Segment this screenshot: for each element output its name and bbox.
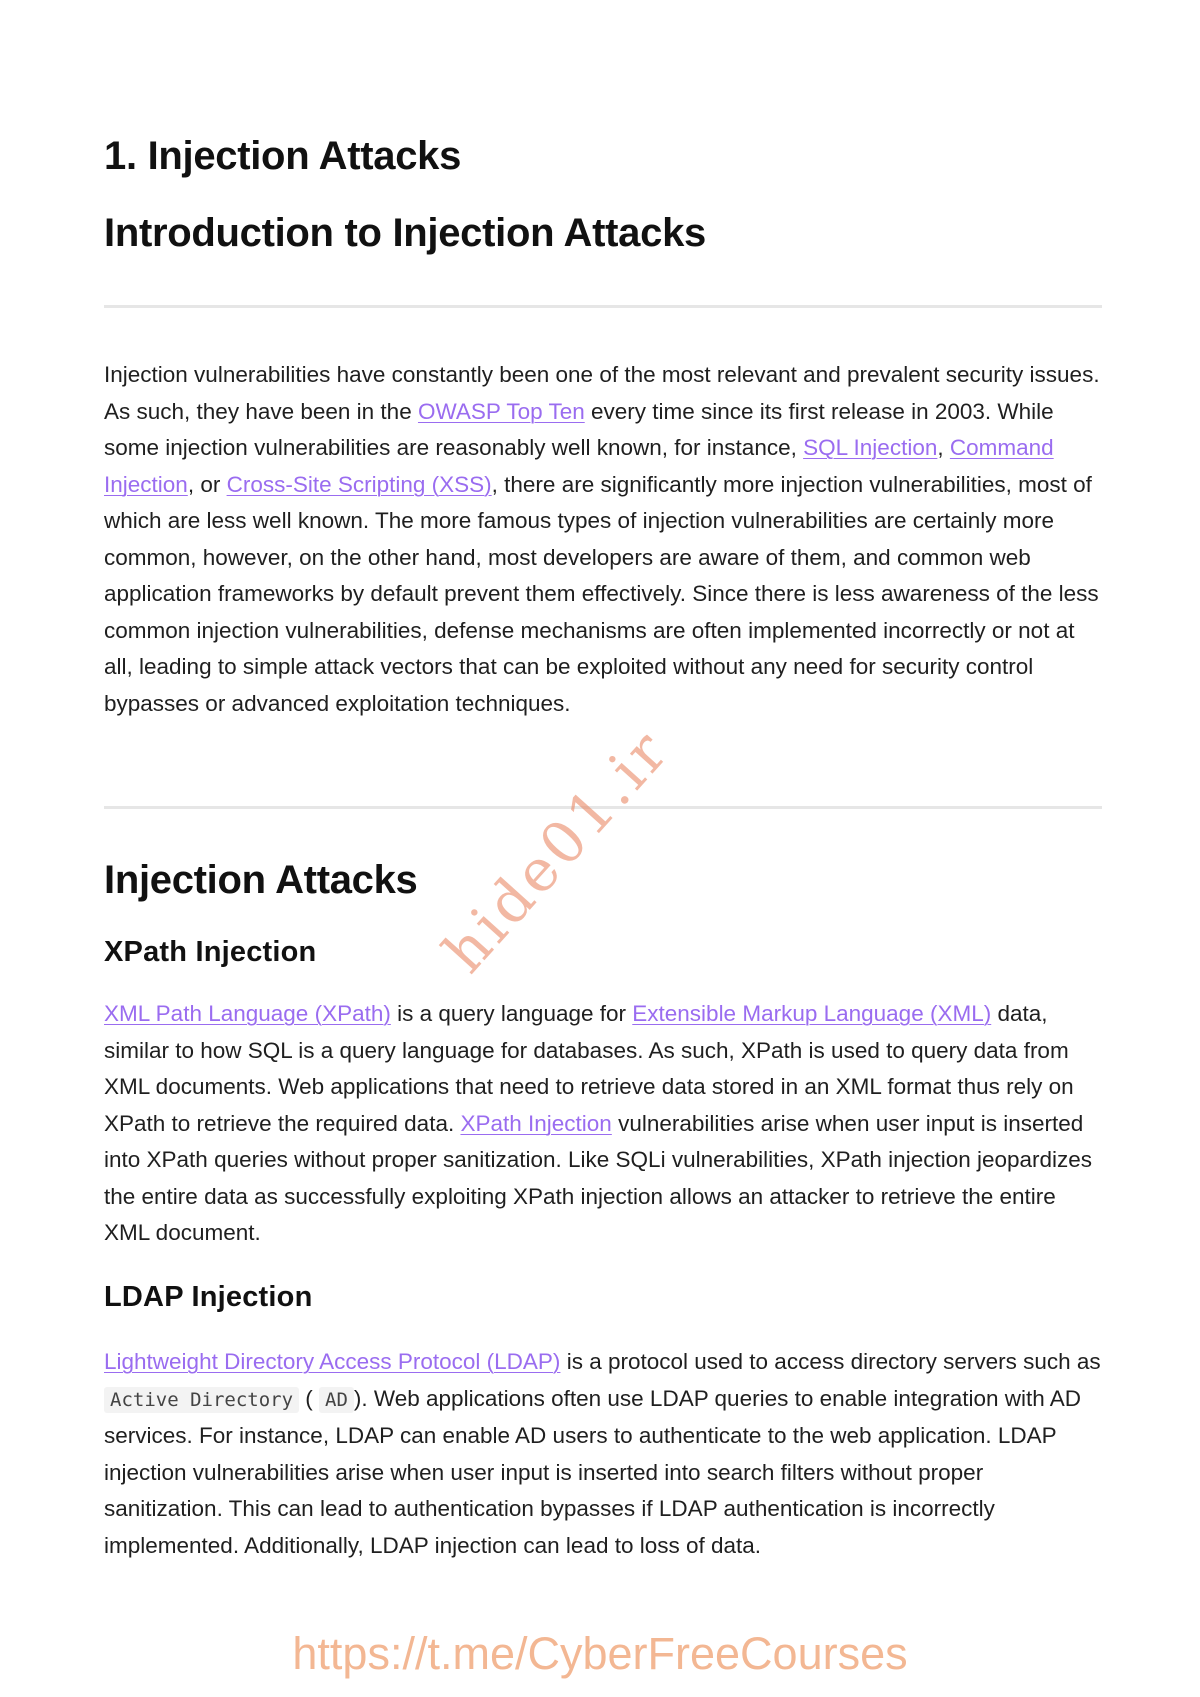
section-title-injection-attacks: Injection Attacks (104, 858, 418, 902)
text-run: ( (299, 1385, 320, 1411)
text-run: vulnerabilities arise when user input is inserted into XPath queries without proper sanitization. Like SQLi vulnerabilities, XPath injection jeopardizes the entire data as successfully exploiting XPath injection allows an attacker to retrieve the entire XML document. (104, 1110, 1093, 1245)
text-run: is a query language for (390, 1001, 633, 1026)
subsection-title-ldap: LDAP Injection (104, 1281, 313, 1313)
text-run: every time since its first release in 2003. While some injection vulnerabilities are reasonably well known, for instance, (104, 398, 1054, 460)
xss-link[interactable]: Cross-Site Scripting (XSS) (226, 471, 492, 497)
inline-code-active-directory: Active Directory (104, 1387, 299, 1413)
text-run: , or (187, 471, 227, 497)
text-run: is a protocol used to access directory servers such as (560, 1349, 1101, 1374)
text-run: ). Web applications often use LDAP queries to enable integration with AD services. For instance, LDAP can enable AD users to authenticate to the web application. LDAP injection vulnerabilities arise when user input is inserted into search filters without proper sanitization. This can lead to authentication bypasses if LDAP authentication is incorrectly implemented. Additionally, LDAP injection can lead to loss of data. (104, 1385, 1082, 1558)
diagonal-watermark: hide01.ir (430, 715, 683, 986)
ldap-link[interactable]: Lightweight Directory Access Protocol (LDAP) (104, 1349, 561, 1374)
subsection-title-xpath: XPath Injection (104, 936, 317, 968)
section-title-intro: Introduction to Injection Attacks (104, 211, 706, 255)
text-run: Injection vulnerabilities have constantly been one of the most relevant and prevalent security issues. As such, they have been in the (104, 362, 1100, 424)
owasp-top-ten-link[interactable]: OWASP Top Ten (417, 398, 585, 424)
intro-paragraph (104, 357, 1102, 722)
xml-link[interactable]: Extensible Markup Language (XML) (632, 1001, 992, 1026)
xpath-injection-link[interactable]: XPath Injection (460, 1110, 612, 1136)
chapter-title: 1. Injection Attacks (104, 134, 462, 178)
inline-code-ad: AD (319, 1387, 354, 1413)
text-run: , there are significantly more injection vulnerabilities, most of which are less well known. The more famous types of injection vulnerabilities are certainly more common, however, on the other hand, most developers are aware of them, and common web application frameworks by default prevent them effectively. Since there is less awareness of the less common injection vulnerabilities, defense mechanisms are often implemented incorrectly or not at all, leading to simple attack vectors that can be exploited without any need for security control bypasses or advanced exploitation techniques. (104, 471, 1099, 716)
sql-injection-link[interactable]: SQL Injection (803, 435, 938, 460)
xpath-paragraph (104, 996, 1102, 1252)
text-run: , (937, 435, 950, 460)
url-watermark: https://t.me/CyberFreeCourses (292, 1628, 908, 1679)
text-run: data, similar to how SQL is a query language for databases. As such, XPath is used to query data from XML documents. Web applications that need to retrieve data stored in an XML format thus rely on XPath to retrieve the required data. (104, 1001, 1074, 1136)
xpath-language-link[interactable]: XML Path Language (XPath) (104, 1001, 391, 1026)
command-injection-link[interactable]: Command Injection (104, 435, 1054, 497)
ldap-paragraph (104, 1344, 1102, 1564)
horizontal-divider (104, 305, 1102, 308)
